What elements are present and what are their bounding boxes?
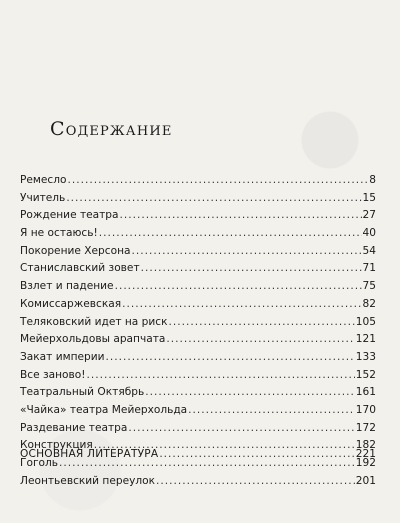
toc-entry: [20, 190, 376, 208]
toc-entry-title: Рождение театра: [20, 209, 119, 222]
toc-leader-dots: [120, 207, 362, 225]
toc-leader-dots: [86, 367, 354, 385]
toc-leader-dots: [106, 349, 355, 367]
toc-leader-dots: [99, 225, 362, 243]
toc-entry-literature: [20, 446, 376, 463]
toc-entry-page: 40: [362, 227, 376, 240]
toc-entry-title: Я не остаюсь!: [20, 227, 98, 240]
toc-entry: [20, 473, 376, 491]
literature-page: 221: [355, 448, 376, 460]
toc-leader-dots: [188, 402, 355, 420]
toc-entry: [20, 296, 376, 314]
toc-entry-title: Ремесло: [20, 174, 67, 186]
toc-leader-dots: [115, 278, 362, 296]
toc-entry: [20, 278, 376, 296]
toc-entry-page: 27: [362, 209, 376, 222]
toc-entry-page: 71: [362, 262, 376, 275]
toc-entry: [20, 384, 376, 402]
toc-leader-dots: [141, 260, 362, 278]
toc-entry-title: Все заново!: [20, 368, 86, 381]
toc-entry: [20, 207, 376, 225]
toc-entry-title: Конструкция: [20, 439, 93, 452]
toc-entry-page: 121: [355, 333, 376, 346]
literature-title: ОСНОВНАЯ ЛИТЕРАТУРА: [20, 448, 159, 460]
toc-entry-title: Комиссаржевская: [20, 297, 122, 310]
toc-entry: [20, 331, 376, 349]
toc-entry-page: 172: [355, 421, 376, 434]
toc-entry-title: Гоголь: [20, 457, 59, 469]
toc-leader-dots: [145, 384, 355, 402]
toc-entry-page: 161: [355, 386, 376, 399]
toc-entry: [20, 225, 376, 243]
toc-entry: [20, 367, 376, 385]
toc-entry: [20, 349, 376, 367]
toc-leader-dots: [128, 420, 354, 438]
toc-entry-page: 192: [355, 457, 376, 469]
toc-leader-dots: [169, 314, 355, 332]
toc-entry-title: Взлет и падение: [20, 280, 114, 293]
toc-entry-page: 8: [369, 174, 376, 186]
toc-leader-dots: [66, 190, 361, 208]
toc-entry: [20, 172, 376, 190]
toc-entry-title: Теляковский идет на риск: [20, 315, 168, 328]
toc-entry-page: 133: [355, 350, 376, 363]
toc-entry-title: Раздевание театра: [20, 421, 128, 434]
table-of-contents: [20, 172, 376, 490]
toc-entry-page: 182: [355, 439, 376, 452]
toc-entry-title: Учитель: [20, 191, 66, 204]
toc-entry: [20, 314, 376, 332]
toc-entry-title: Покорение Херсона: [20, 244, 131, 257]
toc-entry-title: Закат империи: [20, 350, 105, 363]
toc-entry: [20, 420, 376, 438]
toc-leader-dots: [132, 243, 362, 261]
toc-entry-title: Мейерхольдовы арапчата: [20, 333, 166, 346]
toc-entry: [20, 402, 376, 420]
toc-entry-page: 105: [355, 315, 376, 328]
toc-entry-page: 75: [362, 280, 376, 293]
toc-leader-dots: [159, 446, 354, 463]
toc-leader-dots: [156, 473, 355, 491]
toc-entry-page: 54: [362, 244, 376, 257]
toc-entry-title: Леонтьевский переулок: [20, 474, 156, 487]
toc-leader-dots: [166, 331, 354, 349]
toc-leader-dots: [68, 172, 369, 190]
toc-entry-title: Станиславский зовет: [20, 262, 140, 275]
toc-entry: [20, 260, 376, 278]
toc-entry-page: 82: [362, 297, 376, 310]
toc-entry-title: Театральный Октябрь: [20, 386, 145, 399]
toc-entry-page: 170: [355, 403, 376, 416]
toc-entry-page: 201: [355, 474, 376, 487]
toc-entry-page: 152: [355, 368, 376, 381]
toc-entry: [20, 243, 376, 261]
toc-leader-dots: [122, 296, 361, 314]
toc-entry-page: 15: [362, 191, 376, 204]
toc-entry-title: «Чайка» театра Мейерхольда: [20, 403, 188, 416]
contents-heading: Содержание: [50, 118, 173, 140]
